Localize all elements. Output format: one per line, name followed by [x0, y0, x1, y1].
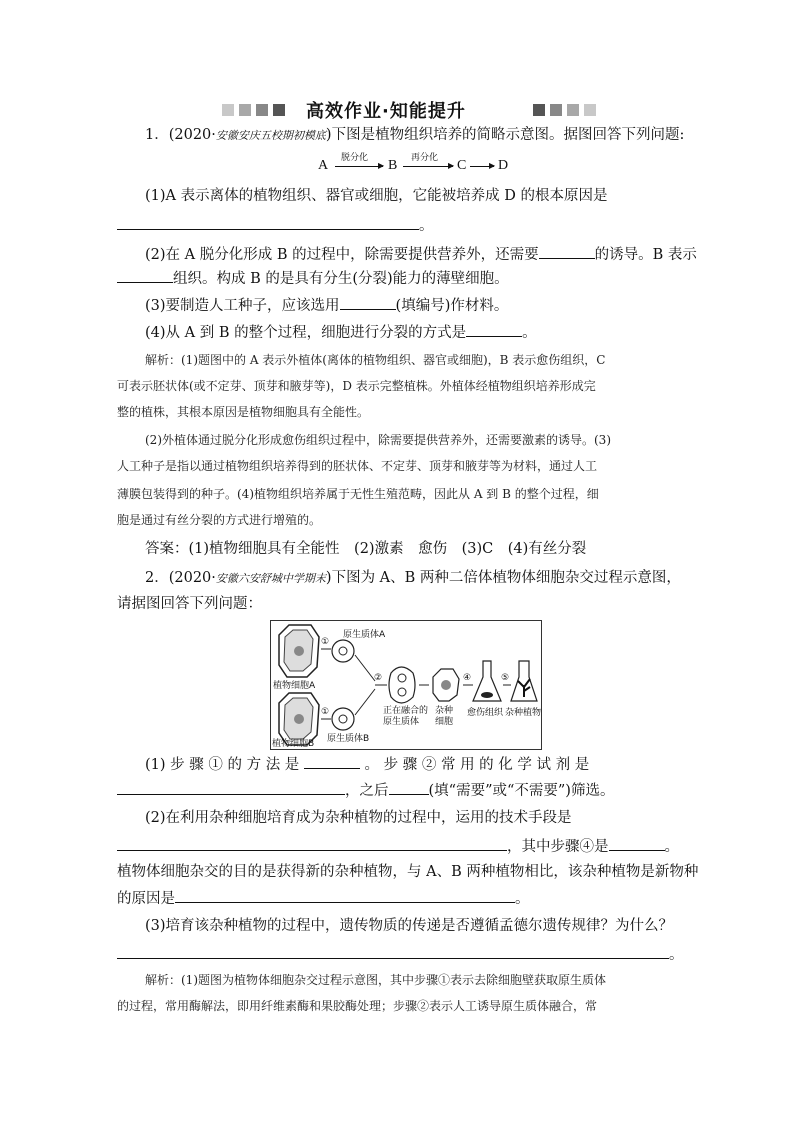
q2-part1 [145, 754, 589, 775]
answer-blank[interactable] [389, 780, 429, 795]
flow-node-d: D [498, 158, 509, 173]
q1-source: 安徽安庆五校期初模底 [215, 129, 326, 142]
q1-analysis-line: 可表示胚状体(或不定芽、顶芽和腋芽等)，D 表示完整植株。外植体经植物组织培养形成完 [117, 379, 596, 393]
label-step-2: ② [374, 673, 383, 683]
label-cell-b-outside: 植物细胞B [272, 739, 315, 749]
label-step-4: ④ [463, 673, 472, 683]
decor-square [533, 104, 545, 116]
decor-square [550, 104, 562, 116]
q2-part2-text: 的原因是 [117, 891, 175, 907]
label-protoplast-a: 原生质体A [343, 630, 386, 640]
arrow-head-icon: ▶ [489, 161, 496, 170]
nucleus [294, 714, 304, 724]
q2-part2-text: ，其中步骤④是 [507, 839, 609, 855]
arrow-icon [355, 689, 375, 715]
label-step-1: ① [321, 637, 330, 647]
answer-blank[interactable] [340, 295, 396, 310]
nucleus [339, 715, 347, 723]
answer-blank[interactable] [117, 780, 345, 795]
label-hybrid-2: 细胞 [435, 717, 454, 727]
flow-node-a: A [318, 158, 329, 173]
q1-analysis-line: 人工种子是指以通过植物组织培养得到的胚状体、不定芽、顶芽和腋芽等为材料，通过人工 [117, 459, 598, 473]
answer-blank[interactable] [117, 836, 507, 851]
q1-analysis-line: 薄膜包装得到的种子。(4)植物组织培养属于无性生殖范畴，因此从 A 到 B 的整个过程，细 [117, 487, 599, 501]
label-protoplast-b: 原生质体B [327, 734, 370, 744]
q2-analysis-line: 的过程，常用酶解法，即用纤维素酶和果胶酶处理；步骤②表示人工诱导原生质体融合，常 [117, 999, 598, 1013]
q2-part2-reason [117, 888, 530, 909]
punct: 。 [522, 325, 537, 341]
nucleus [294, 646, 304, 656]
page-title: 高效作业·知能提升 [306, 101, 466, 122]
answer-blank[interactable] [117, 268, 173, 283]
q1-analysis-line: (2)外植体通过脱分化形成愈伤组织过程中，除需要提供营养外，还需要激素的诱导。(3) [145, 433, 611, 447]
decor-square [239, 104, 251, 116]
arrow-icon [335, 166, 383, 167]
punct: 。 [664, 839, 679, 855]
punct: 。 [419, 218, 434, 234]
q1-analysis-line: 胞是通过有丝分裂的方式进行增殖的。 [117, 513, 322, 527]
q2-analysis-line: 解析：(1)题图为植物体细胞杂交过程示意图，其中步骤①表示去除细胞壁获取原生质体 [145, 973, 607, 987]
label-hybrid: 杂种 [435, 706, 454, 716]
flow-label-redifferentiation: 再分化 [411, 153, 439, 163]
q1-part1-text: (1)A 表示离体的植物组织、器官或细胞，它能被培养成 D 的根本原因是 [145, 188, 608, 204]
nucleus [441, 680, 451, 690]
q1-analysis-line: 整的植株，其根本原因是植物细胞具有全能性。 [117, 405, 370, 419]
q1-part2-text: (2)在 A 脱分化形成 B 的过程中，除需要提供营养外，还需要 [145, 247, 539, 263]
decor-square [256, 104, 268, 116]
q1-analysis-line: 解析：(1)题图中的 A 表示外植体(离体的植物组织、器官或细胞)，B 表示愈伤组织，C [145, 353, 606, 367]
q1-part2-text: 组织。构成 B 的是具有分生(分裂)能力的薄壁细胞。 [173, 271, 509, 287]
answer-blank[interactable] [117, 215, 419, 230]
q1-part3 [145, 295, 508, 316]
q1-part4-text: (4)从 A 到 B 的整个过程，细胞进行分裂的方式是 [145, 325, 467, 341]
decor-square [273, 104, 285, 116]
callus [481, 692, 493, 698]
q2-number: 2．(2020· [145, 570, 216, 586]
answer-blank[interactable] [117, 944, 669, 959]
q2-part1-text: (填“需要”或“不需要”)筛选。 [428, 783, 615, 799]
label-step-5: ⑤ [501, 673, 510, 683]
nucleus [398, 688, 406, 696]
answer-blank[interactable] [609, 836, 665, 851]
q1-part2-cont [117, 268, 509, 289]
q1-part4 [145, 322, 537, 343]
nucleus [398, 674, 406, 682]
q2-part3-answer [117, 944, 684, 965]
label-step-1: ① [321, 707, 330, 717]
flow-node-b: B [388, 158, 398, 173]
label-plant: 杂种植物 [505, 708, 542, 718]
q1-part2 [145, 244, 697, 265]
answer-blank[interactable] [175, 888, 515, 903]
q1-part1-answer [117, 215, 434, 236]
q1-part3-text: (3)要制造人工种子，应该选用 [145, 298, 340, 314]
label-cell-a: 植物细胞A [273, 681, 316, 691]
q1-stem-text: )下图是植物组织培养的简略示意图。据图回答下列问题: [325, 127, 685, 143]
q1-stem [145, 125, 684, 146]
q1-part1 [145, 186, 607, 206]
decor-square [567, 104, 579, 116]
answer-blank[interactable] [466, 322, 522, 337]
q2-stem-text: )下图为 A、B 两种二倍体植物体细胞杂交过程示意图， [325, 570, 681, 586]
label-fusing: 正在融合的 [383, 706, 429, 716]
punct: 。 [515, 891, 530, 907]
nucleus [339, 647, 347, 655]
flow-node-c: C [457, 158, 467, 173]
arrow-head-icon: ▶ [448, 161, 455, 170]
q1-part2-text: 的诱导。B 表示 [594, 247, 697, 263]
arrow-head-icon: ▶ [378, 161, 385, 170]
decor-square [222, 104, 234, 116]
label-fusing-2: 原生质体 [383, 717, 420, 727]
hybridization-diagram [270, 620, 542, 750]
q2-source: 安徽六安舒城中学期末 [215, 572, 326, 585]
q1-answer: 答案：(1)植物细胞具有全能性 (2)激素 愈伤 (3)C (4)有丝分裂 [145, 541, 587, 557]
q1-flow-diagram [315, 150, 515, 176]
punct: 。 [669, 947, 684, 963]
q2-part1-text: 。 步 骤 ② 常 用 的 化 学 试 剂 是 [364, 757, 590, 773]
label-callus: 愈伤组织 [467, 708, 504, 718]
answer-blank[interactable] [539, 244, 595, 259]
flow-label-dedifferentiation: 脱分化 [341, 153, 369, 163]
answer-blank[interactable] [304, 754, 360, 769]
page-header [0, 96, 794, 124]
arrow-icon [403, 166, 453, 167]
decor-square [584, 104, 596, 116]
fusing-protoplast [389, 667, 415, 703]
q2-part1-cont [117, 780, 614, 801]
q2-part1-text: (1) 步 骤 ① 的 方 法 是 [145, 757, 300, 773]
arrow-icon [355, 655, 375, 681]
q2-part2-cont [117, 836, 679, 857]
q2-stem-line2: 请据图回答下列问题： [117, 596, 262, 612]
q2-part1-text: ，之后 [345, 783, 389, 799]
q1-part3-text: (填编号)作材料。 [395, 298, 509, 314]
q2-stem [145, 568, 681, 589]
q2-part2: (2)在利用杂种细胞培育成为杂种植物的过程中，运用的技术手段是 [145, 810, 572, 826]
q2-part3: (3)培育该杂种植物的过程中，遗传物质的传递是否遵循孟德尔遗传规律？为什么？ [145, 918, 674, 934]
q1-number: 1．(2020· [145, 127, 216, 143]
q2-part2-text: 植物体细胞杂交的目的是获得新的杂种植物，与 A、B 两种植物相比，该杂种植物是新物种 [117, 864, 699, 880]
